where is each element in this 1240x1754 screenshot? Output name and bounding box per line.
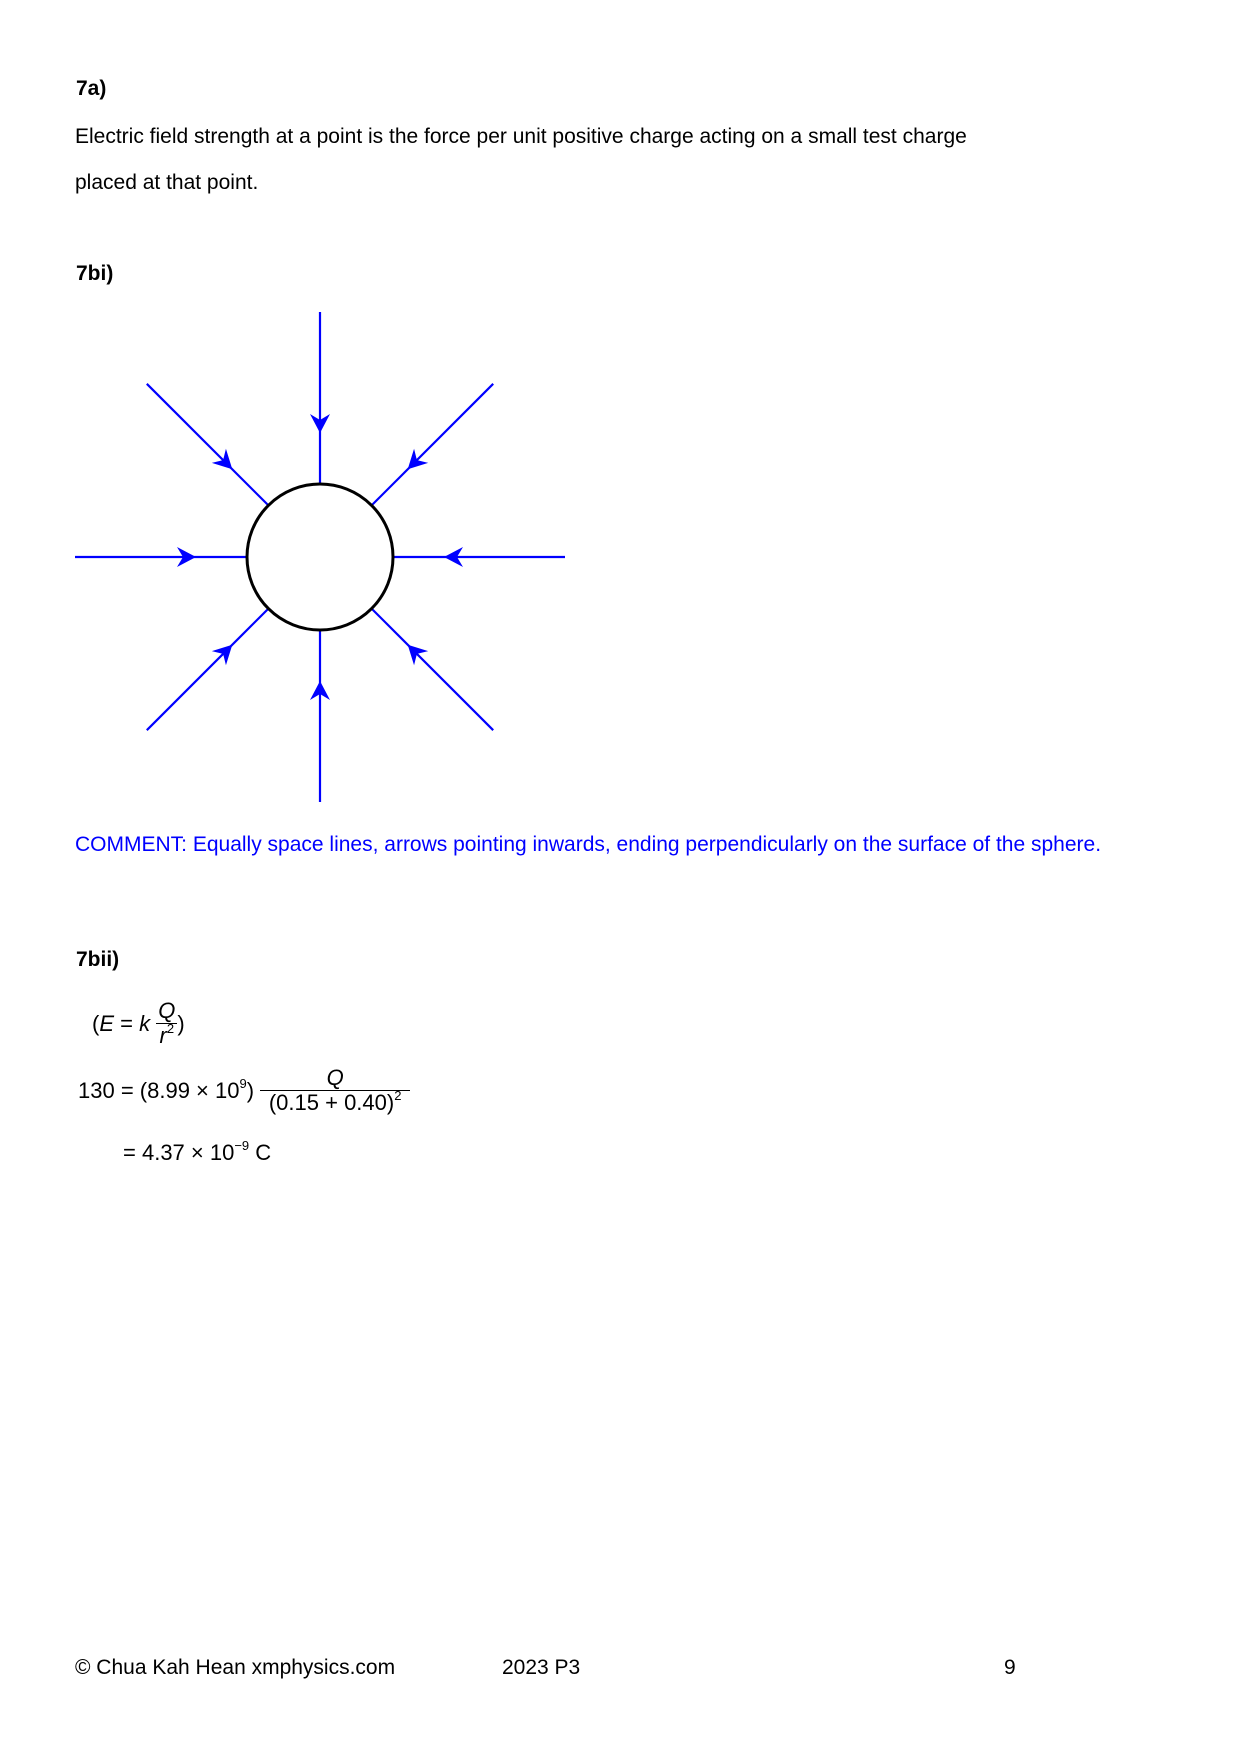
coulomb-constant: (8.99 × 10 (139, 1077, 240, 1103)
footer-copyright: © Chua Kah Hean xmphysics.com (75, 1656, 396, 1679)
field-line (147, 384, 269, 506)
question-7bii-heading: 7bii) (76, 948, 120, 971)
formula-close-paren: ) (177, 1010, 185, 1036)
result-unit: C (249, 1140, 272, 1165)
field-line (147, 609, 269, 731)
formula-k: k (139, 1010, 151, 1036)
result-value: 4.37 × 10 (141, 1140, 235, 1165)
charged-sphere (247, 484, 393, 630)
field-strength-value: 130 (78, 1077, 115, 1103)
field-line (372, 384, 494, 506)
formula-open-paren: ( (92, 1010, 100, 1036)
field-line (372, 609, 494, 731)
question-7a-answer-line-1: Electric field strength at a point is the force per unit positive charge acting on a small test charge (75, 125, 967, 148)
footer-paper: 2023 P3 (502, 1656, 581, 1679)
result-equals: = (123, 1140, 142, 1165)
formula-E: E (99, 1010, 115, 1036)
step1-denominator-exponent: 2 (394, 1088, 402, 1103)
step1-numerator: Q (326, 1065, 344, 1090)
formula-denominator-exponent: 2 (166, 1021, 175, 1036)
formula-numerator: Q (158, 998, 176, 1023)
coulomb-field-formula (92, 999, 185, 1051)
question-7a-heading: 7a) (76, 77, 107, 100)
calculation-step-1 (78, 1066, 410, 1118)
step1-fraction (260, 1066, 410, 1118)
coulomb-constant-exponent: 9 (239, 1075, 247, 1091)
calculation-result (123, 1140, 271, 1166)
question-7bi-heading: 7bi) (76, 262, 114, 285)
question-7a-answer-line-2: placed at that point. (75, 171, 259, 194)
formula-fraction (156, 999, 177, 1051)
diagram-comment: COMMENT: Equally space lines, arrows pointing inwards, ending perpendicularly on the surface of the sphere. (75, 833, 1102, 856)
footer-page-number: 9 (1004, 1656, 1016, 1679)
formula-equals: = (114, 1010, 140, 1036)
step1-equals: = (114, 1077, 140, 1103)
step1-denominator: (0.15 + 0.40) (268, 1090, 395, 1115)
formula-denominator: r (159, 1023, 167, 1048)
coulomb-constant-close: ) (246, 1077, 255, 1103)
result-exponent: −9 (234, 1138, 250, 1153)
